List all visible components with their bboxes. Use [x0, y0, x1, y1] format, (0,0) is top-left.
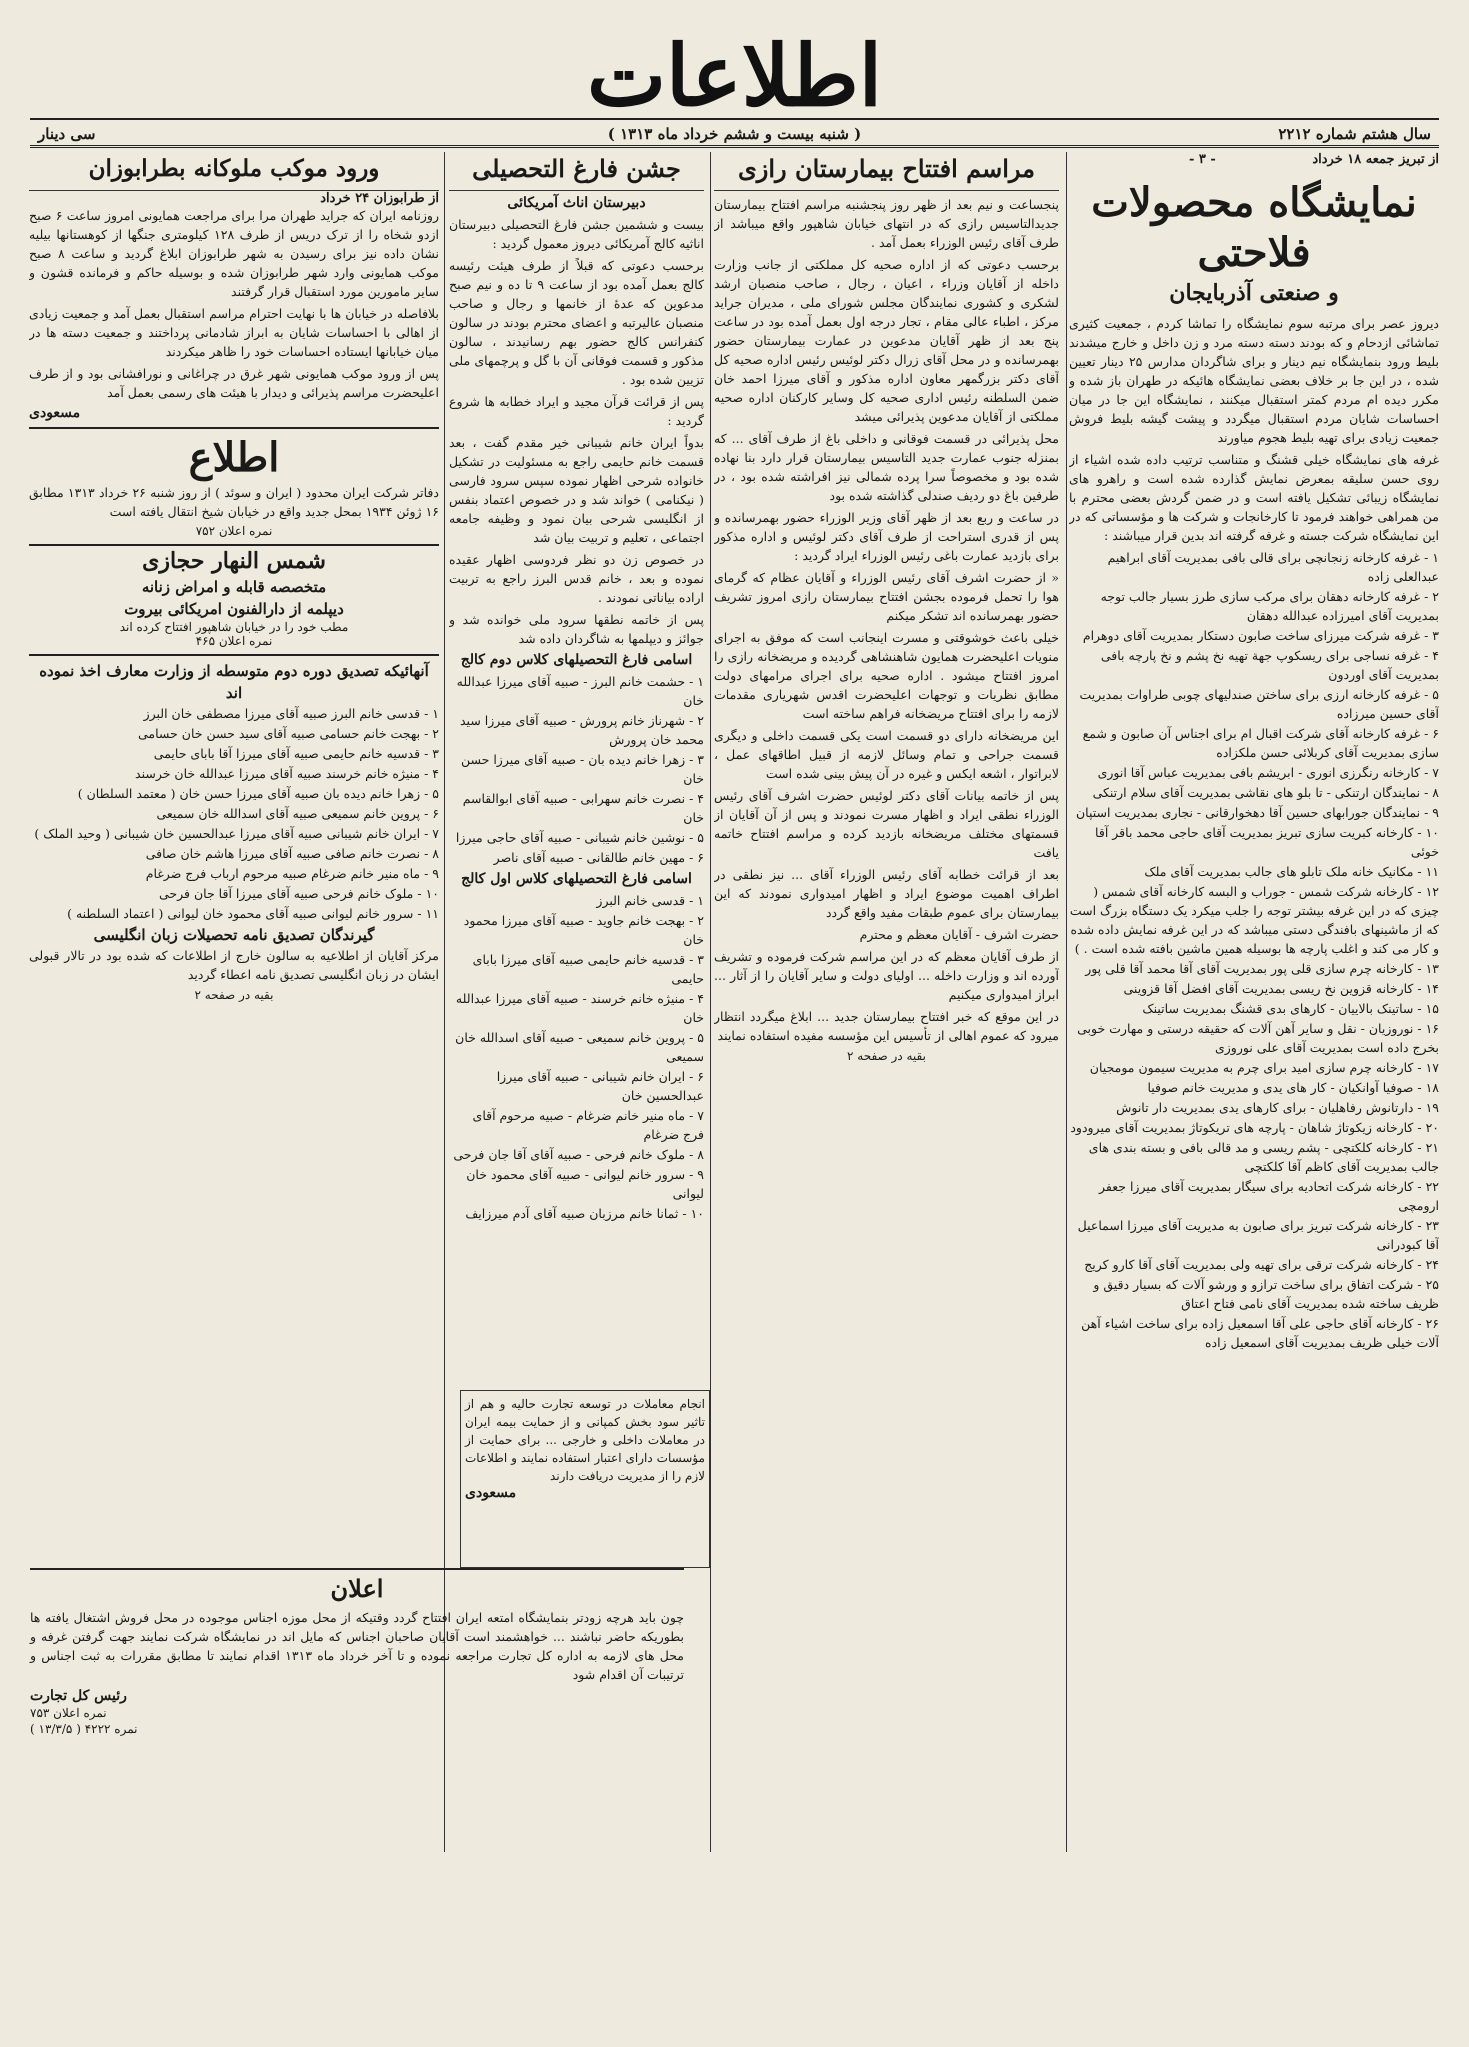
list-item: ۲۱ - کارخانه کلکتچی - پشم ریسی و مد قالی بافی و بسته بندی های جالب بمدیریت آقای کاظم آقا کلکتچی [1088, 1140, 1439, 1174]
article-paragraph: این مریضخانه دارای دو قسمت است یکی قسمت داخلی و دیگری قسمت جراحی و تمام وسائل لازمه از قبیل اطاقهای عمل ، لابراتوار ، اشعه ایکس و غیره در آن پیش بینی شده است [714, 728, 1059, 781]
masthead [0, 28, 1469, 123]
list-item: ۴ - نصرت خانم سهرابی - صبیه آقای ابوالقاسم خان [462, 791, 704, 825]
list-item: ۷ - ایران خانم شیبانی صبیه آقای میرزا عبدالحسین خان شیبانی ( وحید الملک ) [34, 826, 439, 841]
article-dateline: از تبریز جمعه ۱۸ خرداد [1312, 152, 1439, 167]
article-paragraph: غرفه های نمایشگاه خیلی قشنگ و متناسب ترتیب داده شده اشیاء از روی حسن سلیقه بمعرض نمایش گذارده شده است و راهرو های نمایشگاه زیبائی تشکیل یافته است و در ضمن گردش بعضی محترم با من همراهی خواهند فرمود تا کارخانجات و شرکت ها و مؤسساتی که در این نمایشگاه شرکت جسته و غرفه گرفته اند بدین قرار میباشند : [1069, 452, 1439, 543]
list-item: ۲۳ - کارخانه شرکت تبریز برای صابون به مدیریت آقای میرزا اسماعیل آقا کبودرانی [1077, 1218, 1439, 1252]
english-cert-text: مرکز آقایان از اطلاعیه به سالون خارج از اطلاعات که شده بود در تالار قبولی ایشان در زبان انگلیسی تصدیق نامه اعطاء گردید [29, 948, 439, 982]
issue-date: ( شنبه بیست و ششم خرداد ماه ۱۳۱۳ ) [607, 125, 862, 143]
article-paragraph: دیروز عصر برای مرتبه سوم نمایشگاه را تماشا کردم ، جمعیت کثیری تماشائی ازدحام و که بودند دسته دسته مرد و زن داخل و خارج میشدند بلیط ورود بنمایشگاه نیم دینار و برای شاگردان مدارس ۲۵ دینار تعیین شده ، در این جا بر خلاف بعضی نمایشگاه هائیکه در طهران باز شده و مکرر دیده ام مردم کمتر استقبال میکنند ، نمایشگاه این جا در میان احساسات شایان مردم استقبال میگردد و پیشت گیشه بلیط فروش جمعیت زیادی برای تهیه بلیط هجوم میاورند [1069, 316, 1439, 445]
article-subhead: و صنعتی آذربایجان [1169, 280, 1339, 306]
article-paragraph: بعد از قرائت خطابه آقای رئیس الوزراء آقای ... نیز نطقی در اطراف اهمیت موضوع ایراد و اظهار امیدواری نمودند که این بیمارستان برای عموم طبقات مفید واقع گردد [714, 867, 1059, 920]
list-item: ۱۷ - کارخانه چرم سازی امید برای چرم به مدیریت سیمون مومجیان [1089, 1060, 1439, 1075]
page-marker: - ۳ - [1189, 152, 1216, 167]
advertisement-number: نمره اعلان ۷۵۳ [30, 1706, 107, 1720]
continued-note: بقیه در صفحه ۲ [847, 1049, 926, 1063]
list-item: ۳ - غرفه شرکت میرزای ساخت صابون دستکار بمدیریت آقای دوهرام [1082, 628, 1439, 643]
list-item: ۱۰ - ثمانا خانم مرزبان صبیه آقای آدم میرزایف [465, 1206, 704, 1221]
doctor-name: شمس النهار حجازی [29, 544, 439, 576]
list-item: ۴ - منیژه خانم خرسند صبیه آقای میرزا عبدالله خان خرسند [135, 766, 439, 781]
list-item: ۱ - حشمت خانم البرز - صبیه آقای میرزا عبدالله خان [456, 674, 704, 708]
article-paragraph: پس از خاتمه بیانات آقای دکتر لوئیس حضرت اشرف آقای رئیس الوزراء نطقی ایراد و اظهار مسرت نمودند و پس از آن آقایان از قسمتهای مختلف مریضخانه بازدید کرده و مراسم افتتاح خاتمه یافت [714, 788, 1059, 860]
list-item: ۶ - ایران خانم شیبانی - صبیه آقای میرزا عبدالحسین خان [496, 1069, 704, 1103]
list-item: ۱۴ - کارخانه قزوین نخ ریسی بمدیریت آقای افضل آقا قزوینی [1123, 981, 1439, 996]
list-item: ۴ - غرفه نساجی برای ریسکوپ جهة تهیه نخ پشم و نخ پارچه بافی بمدیریت آقای اوردون [1100, 648, 1439, 682]
list-item: ۱ - غرفه کارخانه زنجانچی برای قالی بافی بمدیریت آقای ابراهیم عبدالعلی زاده [1107, 550, 1439, 584]
article-agricultural-exhibition [1069, 152, 1439, 1842]
article-paragraph: پس از خاتمه نطقها سرود ملی خوانده شد و جوائز و دیپلمها به شاگردان داده شد [449, 612, 704, 646]
list-item: ۱۵ - ساتینک بالاییان - کارهای بدی قشنگ بمدیریت ساتینک [1142, 1001, 1439, 1016]
english-cert-title: گیرندگان تصدیق نامه تحصیلات زبان انگلیسی [93, 926, 375, 944]
doctor-ad-number: نمره اعلان ۴۶۵ [195, 634, 273, 648]
graduates-list [29, 654, 439, 1002]
article-headline: جشن فارغ التحصیلی [449, 152, 704, 191]
issue-number: سال هشتم شماره ۲۲۱۲ [1278, 125, 1431, 143]
article-paragraph: در ساعت و ربع بعد از ظهر آقای وزیر الوزراء حضور بهمرسانده و پس از قدری استراحت از طرف آقای دکتر لوئیس و اداره مذکور برای بازدید عمارت باغی رئیس الوزراء ایراد گردید : [714, 510, 1059, 563]
article-paragraph: پس از قرائت قرآن مجید و ایراد خطابه ها شروع گردید : [449, 394, 704, 428]
doctor-address: مطب خود را در خیابان شاهپور افتتاح کرده اند [119, 620, 349, 634]
advertisement-title: اعلان [330, 1574, 384, 1603]
article-paragraph: برحسب دعوتی که قبلاً از طرف هیئت رئیسه کالج بعمل آمده بود از ساعت ۹ تا ده و نیم صبح مدعوین که عدهٔ از خانمها و رجال و صاحب منصبان عالیرتبه و اعضای محترم بودند در سالون کنفرانس کالج حضور بهم رسانیدند ، سالون مذکور و قسمت فوقانی آن با گل و پرچمهای ملی تزیین شده بود . [449, 258, 704, 387]
list-item: ۱۰ - ملوک خانم فرحی صبیه آقای میرزا آقا جان فرحی [159, 886, 439, 901]
list-heading: اسامی فارغ التحصیلهای کلاس دوم کالج [460, 652, 693, 668]
article-paragraph: بیست و ششمین جشن فارغ التحصیلی دبیرستان اناثیه کالج آمریکائی دیروز معمول گردید : [449, 217, 704, 251]
list-item: ۲۰ - کارخانه زیکوتاژ شاهان - پارچه های تریکوتاژ بمدیریت آقای میرودود [1070, 1120, 1439, 1135]
list-item: ۱ - قدسی خانم البرز صبیه آقای میرزا مصطفی خان البرز [143, 706, 439, 721]
list-item: ۱۰ - کارخانه کبریت سازی تبریز بمدیریت آقای حاجی محمد باقر آقا خوئی [1095, 825, 1439, 859]
advertisement-ref: نمره ۴۲۲۲ ( ۱۳/۳/۵ ) [30, 1722, 138, 1736]
article-dateline: از طرابوزان ۲۴ خرداد [320, 191, 439, 206]
article-paragraph: برحسب دعوتی که از اداره صحیه کل مملکتی از جانب وزارت داخله از آقایان وزراء ، اعیان ، رجال ، صاحب منصبان ارشد لشکری و کشوری نمایندگان مجلس شورای ملی ، مدیران جراید مرکز ، اطباء عالی مقام ، تجار درجه اول بعمل آمده بود در ساعت پنج بعد از ظهر آقایان مدعوین در عمارت بیمارستان حضور بهمرسانده و در محل آقای زرال دکتر لوئیس رئیس اداره صحیه کل آقای دکتر بزرگمهر معاون اداره مذکور و آقای میرزا احمد خان ضمن السلطنه رئیس اداری صحیه کل وسایر کارکنان اداره صحیه مملکتی از آقایان مدعوین پذیرائی میشد [714, 257, 1059, 424]
list-item: ۹ - ماه منیر خانم ضرغام صبیه مرحوم ارباب فرج ضرغام [145, 866, 439, 881]
article-paragraph: از طرف آقایان معظم که در این مراسم شرکت فرموده و تشریف آورده اند و وزارت داخله ... اولیای دولت و سایر آقایان را از آثار ... ابراز امیدواری میکنیم [714, 949, 1059, 1002]
notice-title: اطلاع [188, 434, 280, 481]
article-paragraph: بلافاصله در خیابان ها با نهایت احترام مراسم استقبال بعمل آمد و جمعیت زیادی از اهالی با احساسات شایان به ابراز شادمانی پرداختند و جمعیت دسته ها در میان خیابانها ایستاده احساسات خود را ظاهر میکردند [29, 306, 439, 359]
list-item: ۲ - بهجت خانم جاوید - صبیه آقای میرزا محمود خان [463, 913, 704, 947]
article-paragraph: حضرت اشرف - آقایان معظم و محترم [859, 927, 1059, 942]
article-signature: مسعودی [29, 405, 81, 421]
list-item: ۵ - نوشین خانم شیبانی - صبیه آقای حاجی میرزا [455, 830, 704, 845]
article-subhead: دبیرستان اناث آمریکائی [507, 195, 646, 211]
article-paragraph: محل پذیرائی در قسمت فوقانی و داخلی باغ از طرف آقای ... که بمنزله جنوب عمارت جدید التاسیس بیمارستان قرار دارد بنا نهاده شده بود و مخصوصاً سرا پرده شمالی نیز افراشته شده بود ، در طرفین باغ دو ردیف صندلی گذاشته شده بود [714, 431, 1059, 503]
boxed-notice-text: انجام معاملات در توسعه تجارت حالیه و هم از تاثیر سود بخش کمپانی و از حمایت بیمه ایران در معاملات داخلی و خارجی ... برای حمایت از مؤسسات دارای اعتبار استفاده نمایند و اطلاعات لازم را از مدیریت دریافت دارند [465, 1397, 705, 1483]
list-item: ۲ - شهرناز خانم پرورش - صبیه آقای میرزا سید محمد خان پرورش [459, 713, 704, 747]
column-rule [1066, 152, 1067, 1852]
list-item: ۶ - مهین خانم طالقانی - صبیه آقای ناصر [493, 850, 704, 865]
list-item: ۷ - کارخانه رنگرزی انوری - ابریشم بافی بمدیریت عباس آقا انوری [1097, 765, 1439, 780]
advertisement-signature: رئیس کل تجارت [30, 1688, 127, 1704]
list-item: ۱۲ - کارخانه شرکت شمس - جوراب و البسه کارخانه آقای شمس ( چیزی که در این غرفه بیشتر توجه را جلب میکرد یک دستگاه بزرگ است که از ماشینهای بافندگی دستی میباشد که در این غرفه نمایش داده شده و کار می کند و اغلب پارچه ها بوسیله همین ماشین بافته شده است . ) [1069, 884, 1439, 956]
article-headline: مراسم افتتاح بیمارستان رازی [714, 152, 1059, 191]
article-headline: ورود موکب ملوکانه بطرابوزان [29, 152, 439, 191]
list-item: ۸ - ملوک خانم فرحی - صبیه آقای آقا جان فرحی [453, 1147, 704, 1162]
list-item: ۱۱ - مکانیک خانه ملک تابلو های جالب بمدیریت آقای ملک [1144, 864, 1439, 879]
list-item: ۲۶ - کارخانه آقای حاجی علی آقا اسمعیل زاده برای ساخت اشیاء آهن آلات خیلی ظریف بمدیریت آقای اسمعیل زاده [1081, 1316, 1439, 1350]
list-item: ۸ - نصرت خانم صافی صبیه آقای میرزا هاشم خان صافی [145, 846, 439, 861]
advertisement [30, 1568, 684, 1868]
article-paragraph: بدواً ایران خانم شیبانی خیر مقدم گفت ، بعد قسمت خانم حایمی راجع به مسئولیت در تشکیل خانواده شرحی اظهار نموده سپس سرود فارسی ( نیکنامی ) خواند شد و در خصوص اعتماد بنفس از انگلیسی شرحی بیان نمود و وظیفه جامعه اجتماعی ، تعلیم و تربیت بیان شد [449, 435, 704, 545]
article-dateline-row [1069, 152, 1439, 174]
list-item: ۶ - غرفه کارخانه آقای شرکت اقبال ام برای اجناس آن صابون و شمع سازی بمدیریت آقای کربلائی حسن ملکزاده [1082, 726, 1439, 760]
list-item: ۷ - ماه منیر خانم ضرغام - صبیه مرحوم آقای فرج ضرغام [472, 1108, 704, 1142]
list-item: ۴ - منیژه خانم خرسند - صبیه آقای میرزا عبدالله خان [455, 991, 704, 1025]
list-item: ۲۵ - شرکت اتفاق برای ساخت ترازو و ورشو آلات که بسیار دقیق و ظریف ساخته شده بمدیریت آقای نامی فتاح اعتاق [1093, 1277, 1439, 1311]
list-item: ۵ - پروین خانم سمیعی - صبیه آقای اسدالله خان سمیعی [455, 1030, 704, 1064]
column-rule [710, 152, 711, 1852]
list-item: ۱۹ - دارتانوش رفاهلیان - برای کارهای یدی بمدیریت دار تانوش [1116, 1100, 1439, 1115]
advertisement-text: چون باید هرچه زودتر بنمایشگاه امتعه ایران افتتاح گردد وقتیکه از محل موزه اجناس موجوده در محل فروش اشتغال یافته ها بطوریکه حاضر نباشند ... خواهشمند است آقایان صاحبان اجناس که مایل اند در نمایشگاه شرکت نمایند جهت گرفتن غرفه و محل های لازمه به اداره کل تجارت مراجعه نموده و تا آخر خرداد ماه ۱۳۱۳ اقدام نمایند تا مطابق مقررات به ثبت اجناس و ترتیبات آن اقدام شود [30, 1610, 685, 1682]
article-paragraph: خیلی باعث خوشوقتی و مسرت اینجانب است که موفق به اجرای منویات اعلیحضرت همایون شاهنشاهی گردیده و مریضخانه رازی را امروز افتتاح میشود . اداره صحیه برای اجرای مرامهای دولت مطابق نظریات و توجهات اعلیحضرت اقدس شهریاری مقدمات لازمه را برای افتتاح مریضخانه فراهم ساخته است [714, 630, 1059, 721]
graduates-title: آنهائیکه تصدیق دوره دوم متوسطه از وزارت معارف اخذ نموده اند [39, 662, 429, 702]
list-item: ۱۸ - صوفیا آوانکیان - کار های یدی و مدیریت خانم صوفیا [1147, 1080, 1439, 1095]
list-item: ۹ - سرور خانم لیوانی - صبیه آقای محمود خان لیوانی [466, 1167, 704, 1201]
article-paragraph: « از حضرت اشرف آقای رئیس الوزراء و آقایان عظام که گرمای هوا را تحمل فرموده بجشن افتتاح بیمارستان رازی امروز تشریف حضور بهمرسانده اند تشکر میکنم [714, 570, 1059, 623]
notice-ettela [29, 427, 439, 538]
doctor-specialty: متخصصه قابله و امراض زنانه [141, 578, 327, 596]
list-item: ۵ - زهرا خانم دیده بان صبیه آقای میرزا حسن خان ( معتمد السلطان ) [77, 786, 439, 801]
article-paragraph: روزنامه ایران که جراید طهران مرا برای مراجعت همایونی امروز ساعت ۶ صبح ازدو شخاه را از ترک دریس از طرف ۱۲۸ کیلومتری جنگها از کوهستانها بیلیه نشان داده نیز برای رسیدن به شهر طرابوزان ابلاغ گردید و ساعت ۸ صبح موکب همایونی وارد شهر طرابوزان شده و بوسیله حاکم و فرمانده قشون و سایر مامورین مورد استقبال قرار گرفتند [29, 208, 439, 299]
list-item: ۸ - نمایندگان ارتنکی - تا بلو های نقاشی بمدیریت آقای سلام ارتنکی [1092, 785, 1439, 800]
boxed-notice-signature: مسعودی [465, 1485, 517, 1501]
list-heading: اسامی فارغ التحصیلهای کلاس اول کالج [461, 871, 692, 887]
issue-price: سی دینار [38, 125, 96, 143]
article-paragraph: پس از ورود موکب همایونی شهر غرق در چراغانی و نورافشانی بود و از طرف اعلیحضرت مراسم پذیرائی و دیدار با هیئت های رسمی بعمل آمد [29, 366, 439, 400]
list-item: ۳ - زهرا خانم دیده بان - صبیه آقای میرزا حسن خان [460, 752, 704, 786]
dateline-bar [30, 118, 1439, 148]
list-item: ۲ - بهجت خانم حسامی صبیه آقای سید حسن خان حسامی [137, 726, 439, 741]
list-item: ۳ - قدسیه خانم حایمی صبیه آقای میرزا بابای حایمی [472, 952, 704, 986]
article-paragraph: پنجساعت و نیم بعد از ظهر روز پنجشنبه مراسم افتتاح بیمارستان جدیدالتاسیس رازی که در انتهای خیابان شاهپور واقع میباشد از طرف آقای رئیس الوزراء بعمل آمد . [714, 197, 1059, 250]
doctor-ad [29, 544, 439, 648]
article-razi-hospital [714, 152, 1059, 1842]
article-headline: نمایشگاه محصولات فلاحتی [1091, 179, 1417, 276]
list-item: ۲۲ - کارخانه شرکت اتحادیه برای سیگار بمدیریت آقای میرزا جعفر ارومچی [1099, 1179, 1439, 1213]
list-item: ۲ - غرفه کارخانه دهقان برای مرکب سازی طرز بسیار جالب توجه بمدیریت آقای امیرزاده عبدالله دهقان [1100, 589, 1439, 623]
list-item: ۱۱ - سرور خانم لیوانی صبیه آقای محمود خان لیوانی ( اعتماد السلطنه ) [67, 906, 439, 921]
list-item: ۶ - پروین خانم سمیعی صبیه آقای اسدالله خان سمیعی [156, 806, 439, 821]
list-item: ۱۶ - نوروزیان - نقل و سایر آهن آلات که حقیقه درستی و مهارت خوبی بخرج داده است بمدیریت آقای علی نوروزی [1077, 1021, 1439, 1055]
list-item: ۹ - نمایندگان جورابهای حسین آقا دهخوارقانی - نجاری بمدیریت استپان [1075, 805, 1439, 820]
list-item: ۵ - غرفه کارخانه ارزی برای ساختن صندلیهای چوبی طراوات بمدیریت آقای حسین میرزاده [1079, 687, 1439, 721]
list-item: ۱۳ - کارخانه چرم سازی قلی پور بمدیریت آقای آقا محمد آقا قلی پور [1085, 961, 1439, 976]
doctor-degree: دیپلمه از دارالفنون امریکائی بیروت [124, 600, 344, 618]
article-paragraph: در این موقع که خبر افتتاح بیمارستان جدید ... ابلاغ میگردد انتظار میرود که عموم اهالی از تأسیس این مؤسسه مفیده استفاده نمایند [714, 1009, 1059, 1043]
boxed-notice [460, 1390, 710, 1568]
notice-number: نمره اعلان ۷۵۲ [195, 524, 273, 538]
article-paragraph: در خصوص زن دو نظر فردوسی اظهار عقیده نموده و بعد ، خانم قدس البرز راجع به تربیت اراده بیاناتی نمودند . [449, 552, 704, 605]
notice-text: دفاتر شرکت ایران محدود ( ایران و سوئد ) از روز شنبه ۲۶ خرداد ۱۳۱۳ مطابق ۱۶ ژوئن ۱۹۳۴ بمحل جدید واقع در خیابان شیخ انتقال یافته است [29, 485, 439, 519]
list-item: ۲۴ - کارخانه شرکت ترقی برای تهیه ولی بمدیریت آقای آقا کارو کریج [1084, 1257, 1439, 1272]
continued-note: بقیه در صفحه ۲ [194, 988, 274, 1002]
list-item: ۳ - قدسیه خانم حایمی صبیه آقای میرزا آقا بابای حایمی [153, 746, 439, 761]
list-item: ۱ - قدسی خانم البرز [596, 893, 704, 908]
newspaper-logo: اطلاعات [586, 26, 883, 125]
